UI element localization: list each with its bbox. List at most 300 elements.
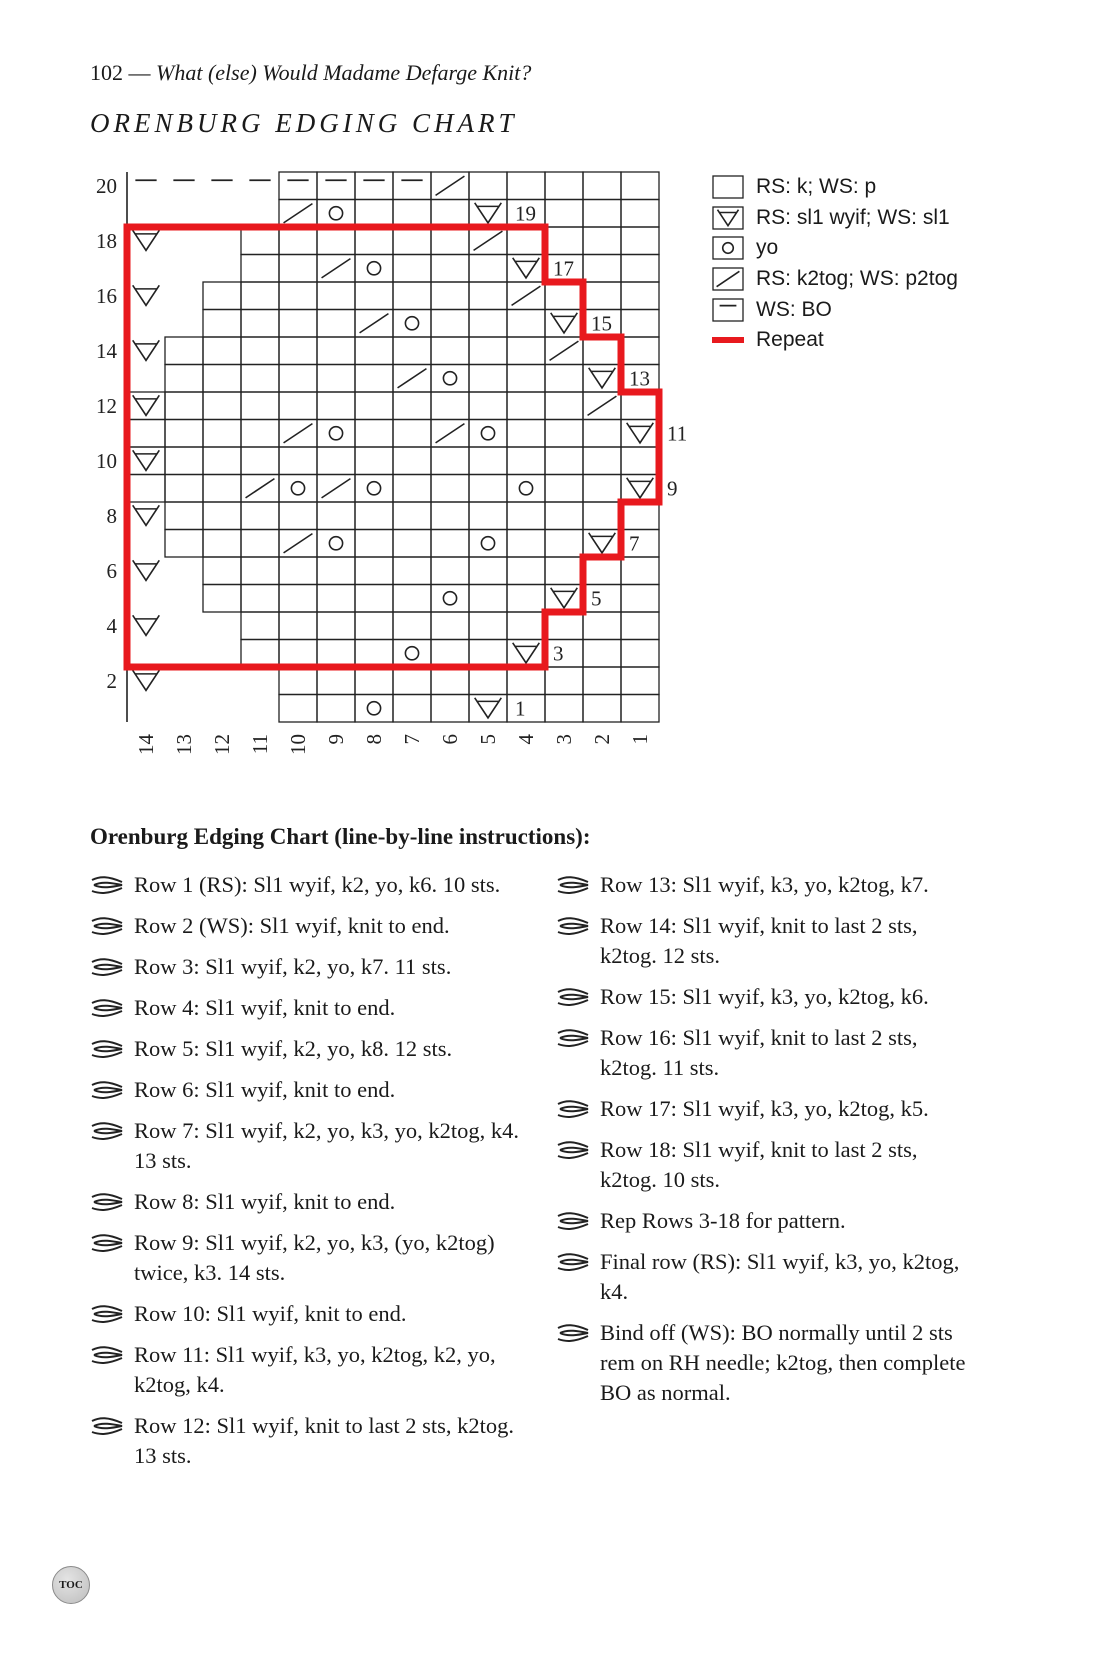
- row-label-right: 7: [629, 531, 640, 556]
- k2tog-slash: [246, 479, 275, 498]
- k2tog-symbol: [474, 231, 503, 250]
- chart-cell: [621, 172, 659, 200]
- column-label: 6: [438, 734, 462, 745]
- row-label-right: 19: [515, 201, 536, 226]
- chart-cell: [431, 255, 469, 283]
- slip-stitch-symbol: [589, 533, 616, 553]
- chart-cell: [279, 612, 317, 640]
- wave-bullet-icon: [90, 1232, 124, 1254]
- chart-cell: [241, 420, 279, 448]
- chart-cell: [469, 392, 507, 420]
- chart-cell: [355, 172, 393, 200]
- chart-cell: [545, 530, 583, 558]
- wave-bullet-icon: [556, 874, 590, 896]
- chart-cell: [393, 695, 431, 723]
- slip-stitch-symbol: [133, 615, 160, 635]
- chart-cell: [127, 475, 165, 503]
- chart-cell: [507, 365, 545, 393]
- wave-bullet-icon: [90, 997, 124, 1019]
- row-label-left: 14: [96, 338, 117, 363]
- chart-cell: [203, 310, 241, 338]
- legend-item: [712, 172, 958, 203]
- instruction-item: [90, 1340, 530, 1400]
- chart-cell: [431, 310, 469, 338]
- k2tog-slash: [322, 259, 351, 278]
- wave-bullet-icon: [90, 1038, 124, 1060]
- legend-label: RS: k; WS: p: [756, 175, 877, 199]
- instruction-text: Row 14: Sl1 wyif, knit to last 2 sts, k2tog. 12 sts.: [600, 913, 918, 968]
- slip-stitch-symbol: [627, 423, 654, 443]
- chart-cell: [507, 227, 545, 255]
- instructions-right-column: [556, 870, 976, 1419]
- column-label: 3: [552, 734, 576, 745]
- chart-cell: [317, 310, 355, 338]
- yarn-over-symbol: [291, 482, 304, 495]
- row-label-left: 20: [96, 173, 117, 198]
- chart-cell: [355, 612, 393, 640]
- k2tog-symbol: [284, 204, 313, 223]
- chart-cell: [507, 557, 545, 585]
- instruction-text: Rep Rows 3-18 for pattern.: [600, 1208, 846, 1233]
- column-label: 13: [172, 734, 196, 755]
- chart-cell: [355, 365, 393, 393]
- slip-stitch-symbol: [133, 450, 160, 470]
- wave-bullet-icon: [90, 1191, 124, 1213]
- row-label-right: 11: [667, 421, 688, 446]
- legend-knit-icon: [712, 175, 744, 199]
- k2tog-slash: [550, 341, 579, 360]
- chart-cell: [165, 530, 203, 558]
- chart-cell: [279, 227, 317, 255]
- instruction-text: Row 17: Sl1 wyif, k3, yo, k2tog, k5.: [600, 1096, 929, 1121]
- k2tog-slash: [284, 424, 313, 443]
- wave-bullet-icon: [556, 986, 590, 1008]
- legend-label: Repeat: [756, 328, 824, 352]
- chart-cell: [507, 420, 545, 448]
- chart-cell: [279, 310, 317, 338]
- instructions-heading: Orenburg Edging Chart (line-by-line instructions):: [90, 824, 591, 849]
- instruction-text: Bind off (WS): BO normally until 2 sts rem on RH needle; k2tog, then complete BO as normal.: [600, 1320, 966, 1405]
- chart-cell: [279, 695, 317, 723]
- wave-bullet-icon: [90, 1415, 124, 1437]
- yarn-over-symbol: [367, 482, 380, 495]
- yo-circle: [367, 702, 380, 715]
- chart-cell: [393, 337, 431, 365]
- chart-cell: [355, 475, 393, 503]
- k2tog-symbol: [284, 424, 313, 443]
- chart-cell: [317, 530, 355, 558]
- slip-stitch-symbol: [133, 395, 160, 415]
- yarn-over-symbol: [481, 427, 494, 440]
- yo-circle: [367, 482, 380, 495]
- slip-stitch-symbol: [551, 313, 578, 333]
- instruction-item: [556, 982, 976, 1012]
- chart-cell: [583, 282, 621, 310]
- row-label-left: 4: [106, 613, 117, 638]
- chart-cell: [355, 255, 393, 283]
- chart-cell: [241, 255, 279, 283]
- column-label: 9: [324, 734, 348, 745]
- wave-bullet-icon: [90, 1303, 124, 1325]
- yo-circle: [405, 317, 418, 330]
- chart-cell: [583, 667, 621, 695]
- chart-cell: [393, 557, 431, 585]
- chart-cell: [545, 667, 583, 695]
- chart-cell: [469, 530, 507, 558]
- k2tog-slash: [588, 396, 617, 415]
- k2tog-slash: [436, 176, 465, 195]
- instruction-text: Row 12: Sl1 wyif, knit to last 2 sts, k2tog. 13 sts.: [134, 1413, 515, 1468]
- chart-title: ORENBURG EDGING CHART: [90, 108, 518, 138]
- chart-cell: [545, 420, 583, 448]
- chart-cell: [165, 337, 203, 365]
- yarn-over-symbol: [443, 592, 456, 605]
- chart-cell: [469, 255, 507, 283]
- slip-stitch-symbol: [133, 670, 160, 690]
- yo-circle: [723, 243, 734, 254]
- instruction-item: [556, 1206, 976, 1236]
- chart-cell: [621, 667, 659, 695]
- chart-cell: [165, 475, 203, 503]
- toc-button[interactable]: TOC: [52, 1566, 90, 1604]
- chart-cell: [355, 695, 393, 723]
- legend-item: [712, 264, 958, 295]
- chart-cell: [279, 557, 317, 585]
- slip-stitch-symbol: [513, 258, 540, 278]
- chart-cell: [393, 612, 431, 640]
- wave-bullet-icon: [556, 1251, 590, 1273]
- chart-cell: [241, 640, 279, 668]
- row-label-right: 17: [553, 256, 574, 281]
- yarn-over-symbol: [405, 317, 418, 330]
- chart-cell: [583, 337, 621, 365]
- slip-stitch-symbol: [133, 285, 160, 305]
- chart-cell: [317, 337, 355, 365]
- chart-cell: [355, 640, 393, 668]
- instruction-item: [556, 1247, 976, 1307]
- chart-cell: [621, 255, 659, 283]
- instruction-item: [556, 911, 976, 971]
- chart-cell: [241, 337, 279, 365]
- chart-cell: [431, 337, 469, 365]
- yo-circle: [481, 427, 494, 440]
- chart-cell: [203, 282, 241, 310]
- chart-cell: [469, 502, 507, 530]
- instruction-text: Row 2 (WS): Sl1 wyif, knit to end.: [134, 913, 450, 938]
- chart-cell: [317, 585, 355, 613]
- chart-cell: [431, 530, 469, 558]
- slip-stitch-symbol: [513, 643, 540, 663]
- chart-cell: [583, 447, 621, 475]
- chart-cell: [317, 502, 355, 530]
- chart-cell: [621, 557, 659, 585]
- chart-cell: [431, 365, 469, 393]
- row-label-left: 8: [106, 503, 117, 528]
- wave-bullet-icon: [90, 1120, 124, 1142]
- chart-cell: [355, 447, 393, 475]
- instruction-text: Row 3: Sl1 wyif, k2, yo, k7. 11 sts.: [134, 954, 452, 979]
- instruction-text: Row 13: Sl1 wyif, k3, yo, k2tog, k7.: [600, 872, 929, 897]
- chart-cell: [545, 557, 583, 585]
- yo-circle: [481, 537, 494, 550]
- chart-cell: [317, 392, 355, 420]
- k2tog-slash: [717, 271, 740, 286]
- chart-cell: [621, 640, 659, 668]
- chart-cell: [203, 530, 241, 558]
- chart-cell: [507, 502, 545, 530]
- chart-cell: [507, 612, 545, 640]
- chart-cell: [165, 365, 203, 393]
- chart-cell: [317, 365, 355, 393]
- yarn-over-symbol: [367, 702, 380, 715]
- k2tog-slash: [512, 286, 541, 305]
- k2tog-symbol: [398, 369, 427, 388]
- chart-cell: [545, 200, 583, 228]
- instruction-text: Row 8: Sl1 wyif, knit to end.: [134, 1189, 396, 1214]
- slip-stitch-symbol: [718, 210, 739, 226]
- wave-bullet-icon: [556, 1027, 590, 1049]
- chart-cell: [507, 667, 545, 695]
- chart-cell: [583, 557, 621, 585]
- chart-cell: [469, 365, 507, 393]
- instruction-item: [90, 1034, 530, 1064]
- column-label: 7: [400, 734, 424, 745]
- chart-cell: [355, 227, 393, 255]
- instruction-text: Row 5: Sl1 wyif, k2, yo, k8. 12 sts.: [134, 1036, 453, 1061]
- yarn-over-symbol: [405, 647, 418, 660]
- yo-circle: [329, 427, 342, 440]
- chart-cell: [393, 227, 431, 255]
- yo-circle: [443, 372, 456, 385]
- chart-cell: [355, 392, 393, 420]
- chart-cell: [317, 200, 355, 228]
- chart-cell: [621, 585, 659, 613]
- chart-cell: [583, 172, 621, 200]
- k2tog-symbol: [550, 341, 579, 360]
- instructions-left-column: [90, 870, 530, 1482]
- instruction-item: [90, 911, 530, 941]
- chart-cell: [507, 530, 545, 558]
- chart-cell: [583, 200, 621, 228]
- chart-cell: [431, 392, 469, 420]
- instruction-text: Row 1 (RS): Sl1 wyif, k2, yo, k6. 10 sts.: [134, 872, 501, 897]
- chart-cell: [583, 420, 621, 448]
- chart-cell: [241, 557, 279, 585]
- k2tog-symbol: [322, 479, 351, 498]
- chart-cell: [621, 695, 659, 723]
- yo-circle: [405, 647, 418, 660]
- chart-cell: [469, 612, 507, 640]
- chart-cell: [545, 392, 583, 420]
- chart-cell: [203, 557, 241, 585]
- k2tog-slash: [398, 369, 427, 388]
- yo-circle: [519, 482, 532, 495]
- chart-cell: [355, 530, 393, 558]
- legend-label: RS: sl1 wyif; WS: sl1: [756, 205, 950, 229]
- chart-cell: [583, 475, 621, 503]
- instruction-text: Row 7: Sl1 wyif, k2, yo, k3, yo, k2tog, k4. 13 sts.: [134, 1118, 520, 1173]
- chart-cell: [621, 530, 659, 558]
- chart-cell: [545, 365, 583, 393]
- legend-k2tog-icon: [712, 267, 744, 291]
- row-label-right: 3: [553, 641, 564, 666]
- chart-cell: [507, 475, 545, 503]
- row-label-right: 15: [591, 311, 612, 336]
- chart-cell: [507, 310, 545, 338]
- chart-cell: [431, 475, 469, 503]
- instruction-text: Row 11: Sl1 wyif, k3, yo, k2tog, k2, yo, k2tog, k4.: [134, 1342, 496, 1397]
- chart-cell: [469, 640, 507, 668]
- chart-cell: [355, 502, 393, 530]
- yo-circle: [291, 482, 304, 495]
- chart-cell: [431, 640, 469, 668]
- chart-cell: [279, 337, 317, 365]
- chart-cell: [583, 585, 621, 613]
- chart-cell: [621, 392, 659, 420]
- chart-cell: [621, 612, 659, 640]
- instruction-item: [90, 1187, 530, 1217]
- knitting-chart: [0, 0, 1100, 800]
- instruction-item: [90, 1411, 530, 1471]
- chart-cell: [431, 557, 469, 585]
- yarn-over-symbol: [443, 372, 456, 385]
- chart-cell: [393, 282, 431, 310]
- row-label-left: 10: [96, 448, 117, 473]
- chart-cell: [317, 557, 355, 585]
- chart-cell: [241, 585, 279, 613]
- chart-cell: [241, 530, 279, 558]
- k2tog-symbol: [436, 176, 465, 195]
- chart-cell: [279, 475, 317, 503]
- k2tog-slash: [284, 534, 313, 553]
- chart-cell: [165, 502, 203, 530]
- wave-bullet-icon: [556, 1322, 590, 1344]
- page-number: 102: [90, 60, 123, 85]
- chart-cell: [203, 502, 241, 530]
- chart-cell: [317, 282, 355, 310]
- chart-cell: [545, 695, 583, 723]
- chart-cell: [583, 255, 621, 283]
- row-label-left: 12: [96, 393, 117, 418]
- chart-cell: [317, 447, 355, 475]
- chart-cell: [431, 695, 469, 723]
- yarn-over-symbol: [367, 262, 380, 275]
- instruction-text: Row 4: Sl1 wyif, knit to end.: [134, 995, 396, 1020]
- chart-cell: [393, 475, 431, 503]
- chart-cell: [279, 282, 317, 310]
- wave-bullet-icon: [556, 1139, 590, 1161]
- chart-cell: [621, 337, 659, 365]
- chart-cell: [545, 227, 583, 255]
- chart-cell: [469, 667, 507, 695]
- chart-cell: [621, 502, 659, 530]
- row-label-left: 18: [96, 228, 117, 253]
- column-label: 10: [286, 734, 310, 755]
- slip-stitch-symbol: [475, 203, 502, 223]
- chart-cell: [203, 447, 241, 475]
- chart-cell: [507, 447, 545, 475]
- chart-cell: [393, 392, 431, 420]
- yarn-over-symbol: [723, 243, 734, 254]
- legend-bo-icon: [712, 298, 744, 322]
- chart-cell: [545, 612, 583, 640]
- chart-cell: [393, 255, 431, 283]
- legend-item: [712, 233, 958, 264]
- wave-bullet-icon: [90, 874, 124, 896]
- column-label: 11: [248, 734, 272, 755]
- chart-cell: [431, 502, 469, 530]
- k2tog-slash: [284, 204, 313, 223]
- chart-cell: [317, 695, 355, 723]
- slip-stitch-symbol: [133, 505, 160, 525]
- chart-cell: [507, 392, 545, 420]
- chart-cell: [469, 557, 507, 585]
- chart-cell: [431, 447, 469, 475]
- chart-cell: [393, 310, 431, 338]
- yarn-over-symbol: [329, 537, 342, 550]
- chart-cell: [507, 337, 545, 365]
- chart-cell: [431, 200, 469, 228]
- instruction-item: [90, 1299, 530, 1329]
- k2tog-symbol: [284, 534, 313, 553]
- yo-circle: [329, 537, 342, 550]
- chart-cell: [431, 612, 469, 640]
- chart-cell: [203, 365, 241, 393]
- wave-bullet-icon: [90, 1344, 124, 1366]
- k2tog-slash: [436, 424, 465, 443]
- chart-cell: [621, 310, 659, 338]
- chart-cell: [393, 447, 431, 475]
- chart-cell: [469, 282, 507, 310]
- chart-cell: [317, 227, 355, 255]
- wave-bullet-icon: [90, 1079, 124, 1101]
- chart-cell: [545, 282, 583, 310]
- legend-repeat-icon: [712, 328, 744, 352]
- instruction-item: [556, 1135, 976, 1195]
- instruction-item: [90, 870, 530, 900]
- chart-cell: [203, 337, 241, 365]
- k2tog-symbol: [588, 396, 617, 415]
- k2tog-symbol: [436, 424, 465, 443]
- chart-cell: [279, 585, 317, 613]
- chart-cell: [583, 227, 621, 255]
- wave-bullet-icon: [90, 956, 124, 978]
- chart-cell: [279, 447, 317, 475]
- slip-stitch-symbol: [475, 698, 502, 718]
- chart-cell: [393, 502, 431, 530]
- chart-cell: [279, 667, 317, 695]
- chart-cell: [241, 365, 279, 393]
- chart-cell: [241, 612, 279, 640]
- chart-cell: [431, 585, 469, 613]
- chart-cell: [393, 200, 431, 228]
- chart-cell: [469, 475, 507, 503]
- wave-bullet-icon: [556, 915, 590, 937]
- chart-cell: [203, 392, 241, 420]
- chart-cell: [241, 502, 279, 530]
- column-label: 8: [362, 734, 386, 745]
- chart-cell: [317, 420, 355, 448]
- chart-cell: [393, 530, 431, 558]
- instruction-item: [90, 1075, 530, 1105]
- chart-cell: [393, 172, 431, 200]
- chart-legend: [712, 172, 958, 356]
- chart-cell: [355, 420, 393, 448]
- row-label-left: 2: [106, 668, 117, 693]
- slip-stitch-symbol: [133, 340, 160, 360]
- chart-cell: [393, 585, 431, 613]
- instruction-item: [556, 870, 976, 900]
